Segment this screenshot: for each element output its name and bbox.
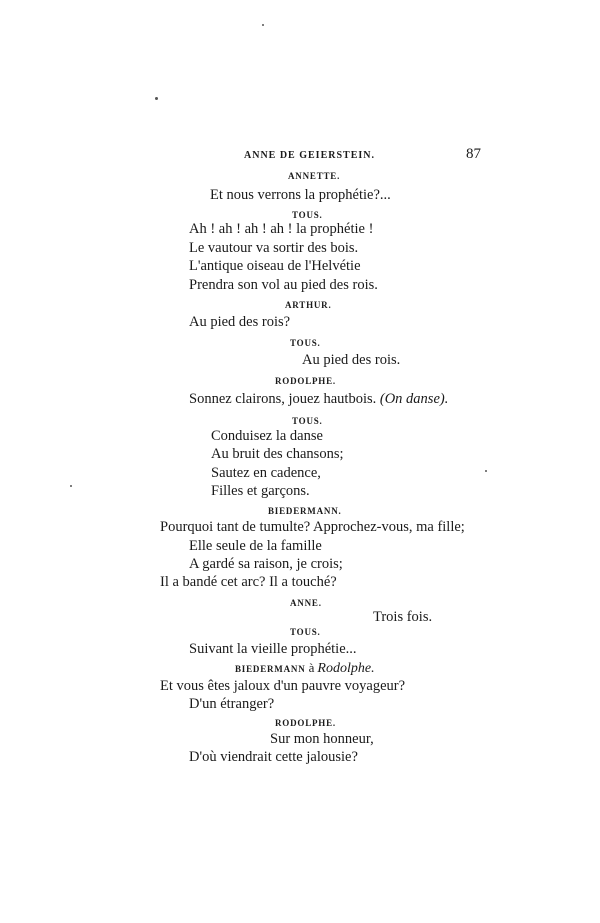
verse-line: Pourquoi tant de tumulte? Approchez-vous, ma fille; bbox=[160, 519, 465, 535]
speaker-addressee: Rodolphe. bbox=[317, 661, 375, 676]
ink-speck bbox=[485, 470, 487, 472]
verse-line: Sur mon honneur, bbox=[270, 731, 374, 747]
verse-line: Au bruit des chansons; bbox=[211, 446, 344, 462]
speaker-label bbox=[235, 660, 375, 677]
verse-line: Prendra son vol au pied des rois. bbox=[189, 277, 378, 293]
verse-line: Sautez en cadence, bbox=[211, 465, 321, 481]
speaker-label: TOUS. bbox=[290, 338, 321, 348]
verse-line: Elle seule de la famille bbox=[189, 538, 322, 554]
verse-line: Au pied des rois? bbox=[189, 314, 291, 330]
speaker-label: TOUS. bbox=[292, 416, 323, 426]
verse-line: Le vautour va sortir des bois. bbox=[189, 240, 359, 256]
stage-direction: (On danse). bbox=[379, 391, 449, 407]
verse-line bbox=[189, 391, 448, 408]
running-title: ANNE DE GEIERSTEIN. bbox=[244, 150, 375, 161]
verse-line: Conduisez la danse bbox=[211, 428, 323, 444]
verse-line: Filles et garçons. bbox=[211, 483, 310, 499]
verse-text: Sonnez clairons, jouez hautbois. bbox=[189, 391, 377, 407]
verse-line: A gardé sa raison, je crois; bbox=[189, 556, 343, 572]
ink-speck bbox=[155, 97, 158, 100]
verse-line: L'antique oiseau de l'Helvétie bbox=[189, 258, 361, 274]
speaker-connector: à bbox=[308, 660, 315, 675]
verse-line: Suivant la vieille prophétie... bbox=[189, 641, 357, 657]
verse-line: D'où viendrait cette jalousie? bbox=[189, 749, 358, 765]
speaker-label: TOUS. bbox=[292, 210, 323, 220]
page-number: 87 bbox=[466, 146, 481, 162]
ink-speck bbox=[70, 485, 72, 487]
verse-line: Et nous verrons la prophétie?... bbox=[210, 187, 391, 203]
speaker-label: TOUS. bbox=[290, 627, 321, 637]
verse-line: D'un étranger? bbox=[189, 696, 275, 712]
ink-speck bbox=[262, 24, 264, 26]
verse-line: Et vous êtes jaloux d'un pauvre voyageur? bbox=[160, 678, 406, 694]
speaker-label: ARTHUR. bbox=[285, 300, 332, 310]
speaker-label: ANNETTE. bbox=[288, 171, 341, 181]
verse-line: Il a bandé cet arc? Il a touché? bbox=[160, 574, 337, 590]
speaker-label: RODOLPHE. bbox=[275, 376, 336, 386]
verse-line: Trois fois. bbox=[373, 609, 433, 625]
speaker-name: BIEDERMANN bbox=[235, 664, 306, 674]
speaker-label: BIEDERMANN. bbox=[268, 506, 342, 516]
verse-line: Ah ! ah ! ah ! ah ! la prophétie ! bbox=[189, 221, 374, 237]
speaker-label: ANNE. bbox=[290, 598, 322, 608]
speaker-label: RODOLPHE. bbox=[275, 718, 336, 728]
verse-line: Au pied des rois. bbox=[302, 352, 401, 368]
